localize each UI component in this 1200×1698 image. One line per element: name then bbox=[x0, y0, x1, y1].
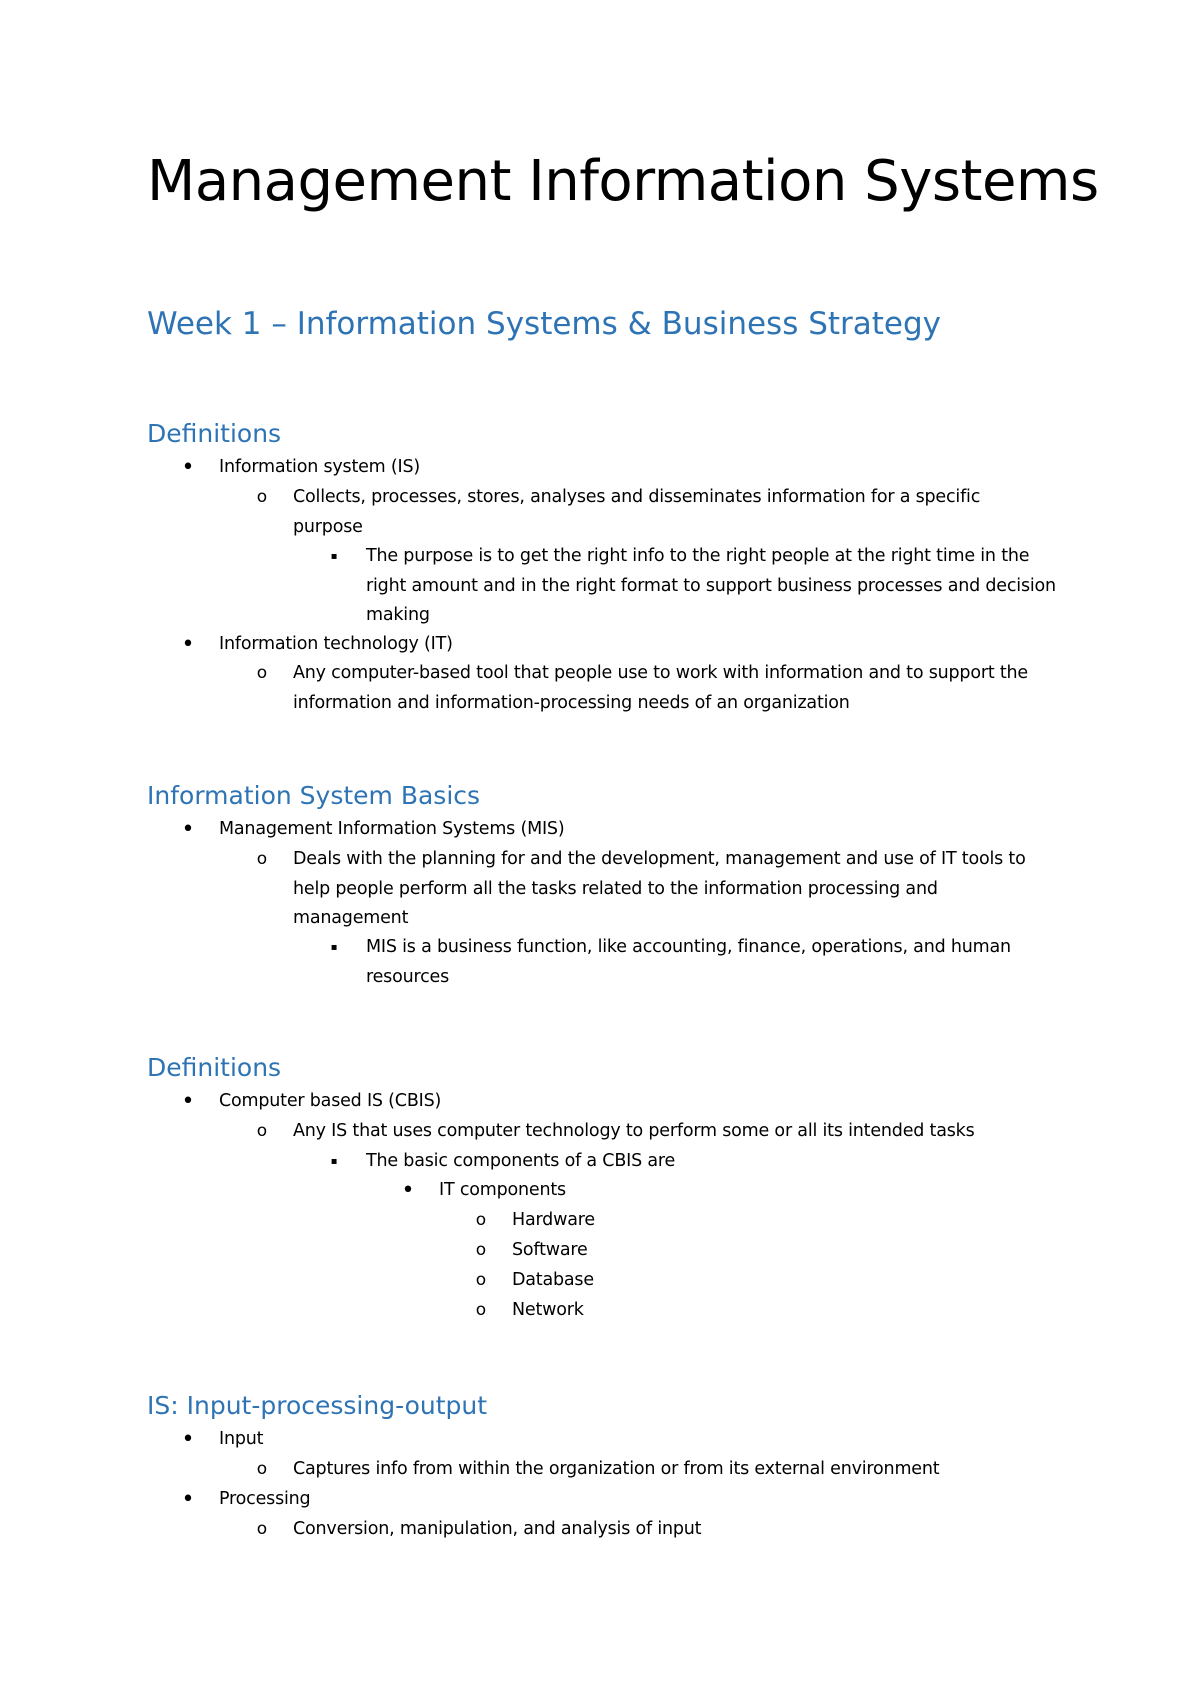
list-item: Conversion, manipulation, and analysis of input bbox=[293, 1519, 702, 1539]
list-item: Any IS that uses computer technology to perform some or all its intended tasks bbox=[293, 1121, 975, 1141]
document-title: Management Information Systems bbox=[147, 149, 1099, 214]
list-item: Collects, processes, stores, analyses and disseminates information for a specific purpose bbox=[293, 487, 981, 537]
list-item: The purpose is to get the right info to the right people at the right time in the right amount and in the right format to support business processes and decision making bbox=[366, 546, 1056, 625]
list-item: Software bbox=[512, 1240, 588, 1260]
circle-bullet-icon: o bbox=[256, 663, 268, 683]
week-heading: Week 1 – Information Systems & Business Strategy bbox=[147, 306, 942, 342]
bullet-icon: • bbox=[181, 632, 195, 657]
bullet-icon: • bbox=[401, 1178, 415, 1203]
section-heading-definitions-2: Definitions bbox=[147, 1053, 282, 1082]
circle-bullet-icon: o bbox=[475, 1300, 487, 1320]
bullet-icon: • bbox=[181, 1487, 195, 1512]
list-item: Captures info from within the organization or from its external environment bbox=[293, 1459, 940, 1479]
circle-bullet-icon: o bbox=[256, 487, 268, 507]
list-item: Processing bbox=[219, 1489, 311, 1509]
circle-bullet-icon: o bbox=[475, 1270, 487, 1290]
list-item: IT components bbox=[439, 1180, 566, 1200]
list-item: Input bbox=[219, 1429, 264, 1449]
list-item: Any computer-based tool that people use to work with information and to support the information and information-processing needs of an organization bbox=[293, 663, 1028, 713]
list-item: MIS is a business function, like accounting, finance, operations, and human resources bbox=[366, 937, 1011, 987]
section-heading-input-processing-output: IS: Input-processing-output bbox=[147, 1391, 488, 1420]
bullet-icon: • bbox=[181, 817, 195, 842]
circle-bullet-icon: o bbox=[256, 849, 268, 869]
square-bullet-icon: ▪ bbox=[330, 942, 338, 953]
circle-bullet-icon: o bbox=[256, 1459, 268, 1479]
section-heading-information-system-basics: Information System Basics bbox=[147, 781, 481, 810]
bullet-icon: • bbox=[181, 1427, 195, 1452]
list-item: Management Information Systems (MIS) bbox=[219, 819, 565, 839]
circle-bullet-icon: o bbox=[256, 1121, 268, 1141]
list-item: Information system (IS) bbox=[219, 457, 421, 477]
circle-bullet-icon: o bbox=[475, 1210, 487, 1230]
list-item: Deals with the planning for and the development, management and use of IT tools to help people perform all the tasks related to the information processing and management bbox=[293, 849, 1026, 928]
square-bullet-icon: ▪ bbox=[330, 551, 338, 562]
list-item: Hardware bbox=[512, 1210, 595, 1230]
section-heading-definitions: Definitions bbox=[147, 419, 282, 448]
bullet-icon: • bbox=[181, 455, 195, 480]
circle-bullet-icon: o bbox=[475, 1240, 487, 1260]
list-item: Information technology (IT) bbox=[219, 634, 453, 654]
list-item: Network bbox=[512, 1300, 584, 1320]
list-item: Database bbox=[512, 1270, 594, 1290]
bullet-icon: • bbox=[181, 1089, 195, 1114]
circle-bullet-icon: o bbox=[256, 1519, 268, 1539]
list-item: The basic components of a CBIS are bbox=[366, 1151, 676, 1171]
square-bullet-icon: ▪ bbox=[330, 1156, 338, 1167]
list-item: Computer based IS (CBIS) bbox=[219, 1091, 442, 1111]
